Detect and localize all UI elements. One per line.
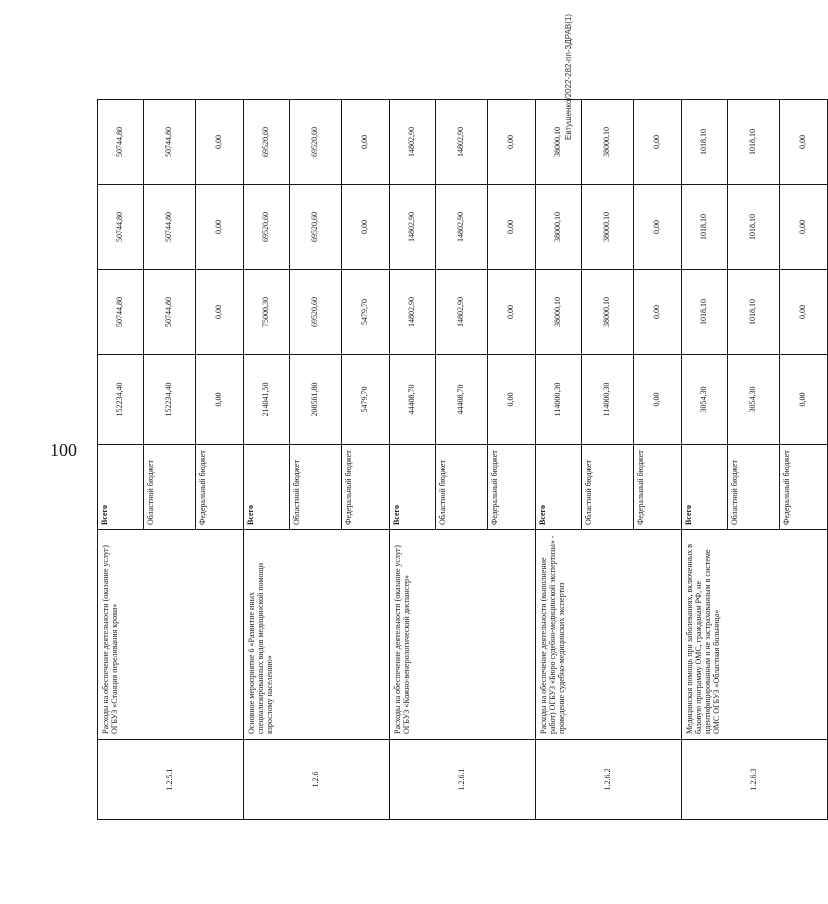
amount-total: 44408,70	[390, 355, 436, 445]
amount-year: 14802,90	[390, 270, 436, 355]
funding-source: Областной бюджет	[728, 445, 780, 530]
amount-total: 152234,40	[98, 355, 144, 445]
measure-code: 1.2.5.1	[98, 740, 244, 820]
amount-total: 3054,30	[682, 355, 728, 445]
table-row	[244, 100, 290, 820]
amount-year: 0,00	[780, 185, 828, 270]
amount-total: 0,00	[634, 355, 682, 445]
amount-year: 1018,10	[682, 185, 728, 270]
funding-source: Всего	[682, 445, 728, 530]
amount-year: 1018,10	[728, 270, 780, 355]
amount-year: 1018,10	[682, 100, 728, 185]
amount-year: 38000,10	[536, 270, 582, 355]
funding-source: Федеральный бюджет	[634, 445, 682, 530]
amount-year: 0,00	[634, 100, 682, 185]
amount-year: 50744,80	[144, 185, 196, 270]
measure-name: Расходы на обеспечение деятельности (оказание услуг) ОГБУЗ «Станция переливания крови»	[98, 530, 244, 740]
amount-year: 50744,80	[144, 270, 196, 355]
funding-source: Областной бюджет	[436, 445, 488, 530]
amount-year: 38000,10	[536, 100, 582, 185]
funding-source: Областной бюджет	[144, 445, 196, 530]
page-number: 100	[50, 440, 77, 460]
amount-year: 50744,80	[98, 100, 144, 185]
amount-total: 0,00	[488, 355, 536, 445]
amount-year: 14802,90	[436, 185, 488, 270]
funding-source: Федеральный бюджет	[488, 445, 536, 530]
amount-year: 14802,90	[390, 185, 436, 270]
amount-year: 38000,10	[582, 270, 634, 355]
amount-year: 1018,10	[728, 100, 780, 185]
amount-year: 69520,60	[244, 100, 290, 185]
amount-year: 75000,30	[244, 270, 290, 355]
amount-year: 69520,60	[290, 185, 342, 270]
budget-table	[97, 99, 828, 820]
amount-total: 5479,70	[342, 355, 390, 445]
amount-year: 38000,10	[582, 100, 634, 185]
rotated-table-frame	[97, 99, 828, 820]
amount-total: 0,00	[780, 355, 828, 445]
amount-total: 114000,30	[536, 355, 582, 445]
amount-year: 14802,90	[436, 100, 488, 185]
budget-table-body	[98, 100, 828, 820]
funding-source: Всего	[536, 445, 582, 530]
funding-source: Областной бюджет	[582, 445, 634, 530]
funding-source: Всего	[98, 445, 144, 530]
amount-total: 114000,30	[582, 355, 634, 445]
table-row	[682, 100, 728, 820]
amount-year: 0,00	[196, 185, 244, 270]
funding-source: Федеральный бюджет	[196, 445, 244, 530]
amount-year: 38000,10	[536, 185, 582, 270]
amount-year: 0,00	[780, 270, 828, 355]
table-row	[98, 100, 144, 820]
amount-year: 69520,60	[290, 100, 342, 185]
table-row	[390, 100, 436, 820]
amount-year: 0,00	[488, 270, 536, 355]
amount-total: 0,00	[196, 355, 244, 445]
measure-code: 1.2.6.1	[390, 740, 536, 820]
budget-table-container	[97, 100, 808, 820]
amount-year: 69520,60	[244, 185, 290, 270]
funding-source: Всего	[390, 445, 436, 530]
amount-year: 1018,10	[728, 185, 780, 270]
amount-year: 0,00	[780, 100, 828, 185]
funding-source: Федеральный бюджет	[780, 445, 828, 530]
amount-year: 14802,90	[390, 100, 436, 185]
amount-year: 50744,80	[98, 270, 144, 355]
amount-year: 69520,60	[290, 270, 342, 355]
amount-year: 38000,10	[582, 185, 634, 270]
measure-code: 1.2.6.3	[682, 740, 828, 820]
measure-code: 1.2.6.2	[536, 740, 682, 820]
amount-year: 50744,80	[98, 185, 144, 270]
amount-total: 3054,30	[728, 355, 780, 445]
funding-source: Федеральный бюджет	[342, 445, 390, 530]
measure-name: Расходы на обеспечение деятельности (оказание услуг) ОГБУЗ «Кожно-венерологический диспансер»	[390, 530, 536, 740]
amount-year: 50744,80	[144, 100, 196, 185]
amount-year: 0,00	[342, 185, 390, 270]
amount-total: 214041,50	[244, 355, 290, 445]
amount-total: 208561,80	[290, 355, 342, 445]
amount-year: 14802,90	[436, 270, 488, 355]
funding-source: Всего	[244, 445, 290, 530]
amount-year: 1018,10	[682, 270, 728, 355]
funding-source: Областной бюджет	[290, 445, 342, 530]
amount-year: 0,00	[488, 185, 536, 270]
document-id: Евтушенко/2022-282-пп-ЗДРАВ(1)	[564, 13, 573, 140]
amount-year: 0,00	[342, 100, 390, 185]
amount-total: 152234,40	[144, 355, 196, 445]
table-row	[536, 100, 582, 820]
measure-name: Основное мероприятие 6 «Развитие иных специализированных видов медицинской помощи взрослому населению»	[244, 530, 390, 740]
amount-year: 0,00	[196, 270, 244, 355]
amount-total: 44408,70	[436, 355, 488, 445]
measure-code: 1.2.6	[244, 740, 390, 820]
measure-name: Медицинская помощь при заболеваниях, включенных в базовую программу ОМС, гражданам РФ, не идентифицированным и не застрахованным в системе ОМС ОГБУЗ «Областная больница»	[682, 530, 828, 740]
measure-name: Расходы на обеспечение деятельности (выполнение работ) ОГБУЗ «Бюро судебно-медицинской экспертизы» - проведение судебно-медицинских экспертиз	[536, 530, 682, 740]
amount-year: 0,00	[196, 100, 244, 185]
amount-year: 0,00	[634, 185, 682, 270]
amount-year: 5479,70	[342, 270, 390, 355]
amount-year: 0,00	[634, 270, 682, 355]
amount-year: 0,00	[488, 100, 536, 185]
